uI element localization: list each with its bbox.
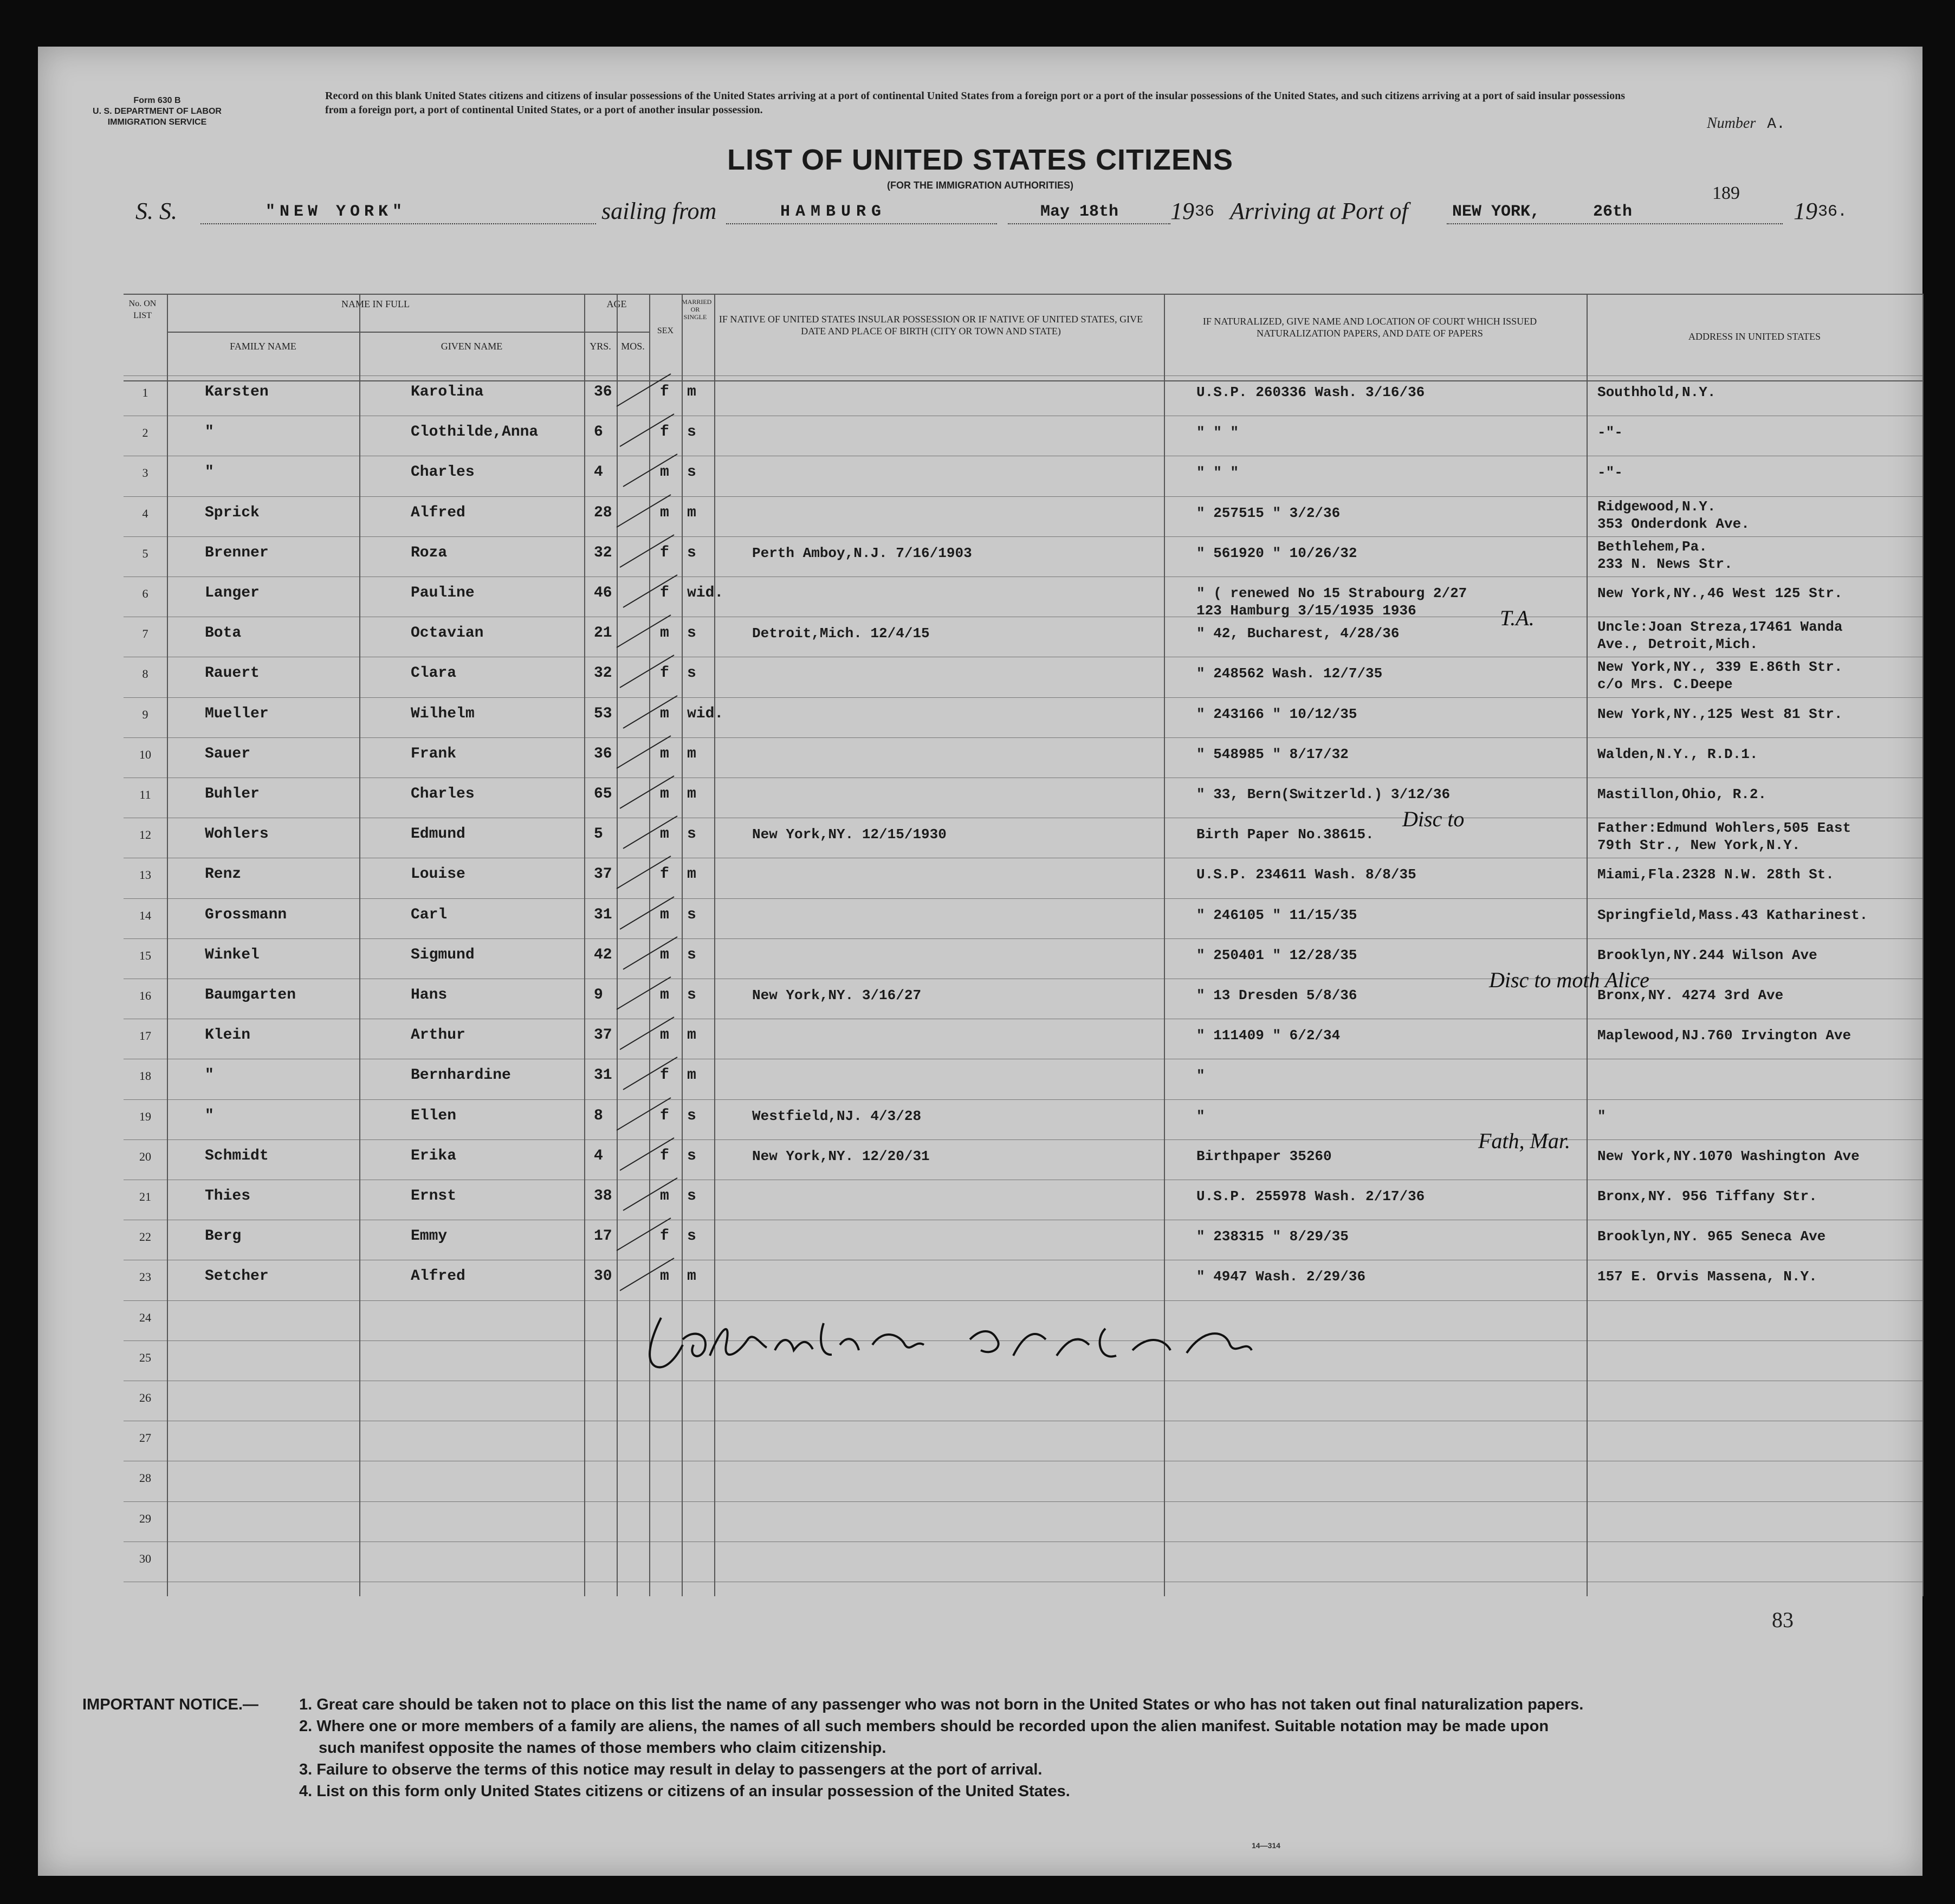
row-number: 18 (139, 1069, 151, 1083)
address-cont: Ave., Detroit,Mich. (1597, 636, 1758, 653)
address: Southhold,N.Y. (1597, 384, 1716, 400)
given-name: Clothilde,Anna (411, 424, 539, 441)
sex: m (660, 745, 669, 762)
sex: m (660, 705, 669, 722)
family-name: Brenner (205, 544, 269, 561)
sex: f (660, 665, 669, 682)
age-years: 32 (594, 544, 612, 561)
col-yrs-header: YRS. (590, 341, 611, 352)
col-native-header: IF NATIVE OF UNITED STATES INSULAR POSSESSION OR IF NATIVE OF UNITED STATES, GIVE DATE AND PLACE OF BIRTH (CITY OR TOWN AND STATE) (718, 314, 1143, 336)
age-years: 21 (594, 625, 612, 642)
table-row (124, 1550, 1922, 1583)
sex: f (660, 424, 669, 441)
sex: m (660, 906, 669, 923)
row-number: 27 (139, 1431, 151, 1445)
row-number: 13 (139, 868, 151, 882)
form-instructions: Record on this blank United States citizens and citizens of insular possessions of the United States arriving at a port of continental United States from a foreign port or a port of the insular possessions of the United States, and such citizens arriving at a port of said insular possessions from a foreign port, a port of continental United States, or a port of another insular possession. (325, 90, 1625, 116)
naturalization-papers: Birth Paper No.38615. (1196, 826, 1374, 843)
row-number: 24 (139, 1310, 151, 1324)
marital-status: m (687, 1027, 696, 1044)
family-name: Schmidt (205, 1147, 269, 1164)
table-row (124, 1268, 1922, 1301)
sex: m (660, 987, 669, 1003)
age-years: 42 (594, 946, 612, 963)
family-name: " (205, 464, 214, 481)
page-subtitle: (FOR THE IMMIGRATION AUTHORITIES) (887, 180, 1073, 191)
marital-status: s (687, 544, 696, 561)
form-number: Form 630 B (133, 96, 181, 105)
list-number (1707, 115, 1785, 133)
address: Walden,N.Y., R.D.1. (1597, 746, 1758, 762)
form-page (38, 47, 1922, 1876)
address: Springfield,Mass.43 Katharinest. (1597, 906, 1868, 923)
naturalization-papers: " 257515 " 3/2/36 (1196, 504, 1341, 521)
row-number: 28 (139, 1471, 151, 1485)
table-row (124, 464, 1922, 497)
number-label: Number (1707, 115, 1756, 132)
year-from: 36 (1195, 203, 1215, 221)
address: Bronx,NY. 956 Tiffany Str. (1597, 1188, 1817, 1204)
family-name: Klein (205, 1027, 251, 1044)
table-row (124, 619, 1922, 658)
table-row (124, 705, 1922, 739)
age-years: 17 (594, 1228, 612, 1245)
marital-status: m (687, 1268, 696, 1285)
sex: m (660, 1268, 669, 1285)
table-top-border (124, 294, 1922, 295)
birth-place-date: New York,NY. 12/15/1930 (752, 826, 947, 843)
notice-item-4: 4. List on this form only United States citizens or citizens of an insular possession of the United States. (299, 1783, 1070, 1800)
given-name: Wilhelm (411, 705, 475, 722)
table-row (124, 1188, 1922, 1221)
date-from: May 18th (1040, 203, 1119, 221)
given-name: Charles (411, 464, 475, 481)
marital-status: m (687, 745, 696, 762)
naturalization-papers: " 250401 " 12/28/35 (1196, 947, 1357, 963)
table-row (124, 538, 1922, 578)
ss-label: S. S. (135, 198, 177, 224)
table-row (124, 1510, 1922, 1543)
col-name-header: NAME IN FULL (341, 299, 410, 309)
family-name: Karsten (205, 384, 269, 400)
marital-status: s (687, 1188, 696, 1204)
col-given-header: GIVEN NAME (441, 341, 503, 352)
naturalization-papers: U.S.P. 234611 Wash. 8/8/35 (1196, 866, 1416, 883)
sex: m (660, 625, 669, 642)
marital-status: m (687, 786, 696, 802)
row-number: 10 (139, 747, 151, 761)
address-cont: c/o Mrs. C.Deepe (1597, 676, 1733, 693)
address: 157 E. Orvis Massena, N.Y. (1597, 1268, 1817, 1285)
naturalization-papers: " 42, Bucharest, 4/28/36 (1196, 625, 1400, 642)
marital-status: s (687, 1147, 696, 1164)
given-name: Ellen (411, 1107, 457, 1124)
naturalization-papers: " (1196, 1108, 1205, 1124)
marital-status: s (687, 987, 696, 1003)
family-name: Winkel (205, 946, 260, 963)
marital-status: s (687, 464, 696, 481)
row-number: 2 (142, 426, 148, 440)
naturalization-papers: " 548985 " 8/17/32 (1196, 746, 1349, 762)
row-line (124, 375, 1922, 376)
naturalization-papers: " 246105 " 11/15/35 (1196, 906, 1357, 923)
row-number: 12 (139, 828, 151, 842)
address-cont: 353 Onderdonk Ave. (1597, 515, 1750, 532)
address: New York,NY.1070 Washington Ave (1597, 1148, 1860, 1164)
given-name: Karolina (411, 384, 484, 400)
sex: f (660, 1107, 669, 1124)
marital-status: s (687, 946, 696, 963)
address: Father:Edmund Wohlers,505 East (1597, 820, 1852, 837)
sex: m (660, 464, 669, 481)
address: Mastillon,Ohio, R.2. (1597, 786, 1767, 802)
given-name: Octavian (411, 625, 484, 642)
col-naturalized-header: IF NATURALIZED, GIVE NAME AND LOCATION OF COURT WHICH ISSUED NATURALIZATION PAPERS, AND DATE OF PAPERS (1202, 316, 1537, 339)
row-number: 14 (139, 908, 151, 922)
naturalization-papers: " (1196, 1067, 1205, 1084)
table-row (124, 1429, 1922, 1462)
naturalization-papers: " 248562 Wash. 12/7/35 (1196, 665, 1383, 682)
table-row (124, 1067, 1922, 1100)
row-number: 4 (142, 506, 148, 520)
naturalization-papers: U.S.P. 255978 Wash. 2/17/36 (1196, 1188, 1425, 1204)
row-number: 8 (142, 667, 148, 681)
address: Miami,Fla.2328 N.W. 28th St. (1597, 866, 1834, 883)
naturalization-papers: " 561920 " 10/26/32 (1196, 545, 1357, 561)
notice-item-1: 1. Great care should be taken not to place on this list the name of any passenger who was not born in the United States or who has not taken out final naturalization papers. (299, 1696, 1584, 1713)
age-years: 28 (594, 504, 612, 521)
family-name: Baumgarten (205, 987, 296, 1003)
age-years: 37 (594, 866, 612, 883)
row-number: 11 (139, 788, 151, 801)
address-cont: 79th Str., New York,N.Y. (1597, 837, 1801, 854)
notice-item-2: 2. Where one or more members of a family are aliens, the names of all such members should be recorded upon the alien manifest. Suitable notation may be made upon (299, 1718, 1549, 1735)
marital-status: wid. (687, 585, 724, 601)
col-no-header: No. ON LIST (128, 299, 157, 320)
marital-status: s (687, 826, 696, 843)
row-number: 19 (139, 1109, 151, 1123)
sex: f (660, 384, 669, 400)
family-name: Sprick (205, 504, 260, 521)
sex: f (660, 1147, 669, 1164)
form-identifier (76, 95, 238, 128)
ship-underline (200, 223, 596, 224)
table-row (124, 1148, 1922, 1181)
family-name: Mueller (205, 705, 269, 722)
given-name: Hans (411, 987, 448, 1003)
age-years: 31 (594, 906, 612, 923)
address: Ridgewood,N.Y. (1597, 498, 1716, 515)
row-number: 16 (139, 989, 151, 1002)
given-name: Frank (411, 745, 457, 762)
inspector-signature (645, 1307, 1338, 1380)
given-name: Alfred (411, 1268, 465, 1285)
naturalization-papers: U.S.P. 260336 Wash. 3/16/36 (1196, 384, 1425, 400)
age-years: 9 (594, 987, 603, 1003)
family-name: " (205, 1067, 214, 1084)
row-number: 7 (142, 627, 148, 641)
age-years: 31 (594, 1067, 612, 1084)
address: " (1597, 1108, 1606, 1124)
sex: f (660, 1067, 669, 1084)
given-name: Roza (411, 544, 448, 561)
table-row (124, 1469, 1922, 1503)
table-row (124, 384, 1922, 417)
handwritten-note: Disc to moth Alice (1489, 968, 1649, 992)
marital-status: s (687, 1228, 696, 1245)
arriving-label: Arriving at Port of (1230, 198, 1408, 224)
address: -"- (1597, 424, 1623, 441)
notice-item-2-cont: such manifest opposite the names of those members who claim citizenship. (319, 1739, 886, 1757)
family-name: Thies (205, 1188, 251, 1204)
table-row (124, 866, 1922, 899)
marital-status: m (687, 384, 696, 400)
department-name: U. S. DEPARTMENT OF LABOR (93, 107, 222, 116)
ship-name: "NEW YORK" (266, 203, 407, 221)
birth-place-date: New York,NY. 12/20/31 (752, 1148, 930, 1164)
age-years: 37 (594, 1027, 612, 1044)
table-row (124, 746, 1922, 779)
address: -"- (1597, 464, 1623, 481)
marital-status: s (687, 625, 696, 642)
table-row (124, 786, 1922, 819)
given-name: Erika (411, 1147, 457, 1164)
table-row (124, 947, 1922, 980)
sex: m (660, 786, 669, 802)
naturalization-papers: Birthpaper 35260 (1196, 1148, 1332, 1164)
table-row (124, 585, 1922, 618)
marital-status: m (687, 1067, 696, 1084)
col-address-header: ADDRESS IN UNITED STATES (1688, 331, 1821, 342)
marital-status: s (687, 1107, 696, 1124)
age-years: 36 (594, 745, 612, 762)
table-row (124, 498, 1922, 538)
sailing-label: sailing from (601, 198, 717, 224)
date-to: 26th (1593, 203, 1633, 221)
handwritten-number: 189 (1712, 183, 1740, 203)
passenger-table (124, 242, 1922, 1748)
address: Bronx,NY. 4274 3rd Ave (1597, 987, 1784, 1003)
naturalization-papers: " " " (1196, 424, 1239, 441)
signature-drawing (645, 1307, 1338, 1377)
given-name: Alfred (411, 504, 465, 521)
given-name: Sigmund (411, 946, 475, 963)
age-years: 6 (594, 424, 603, 441)
address: Uncle:Joan Streza,17461 Wanda (1597, 619, 1843, 636)
family-name: Berg (205, 1228, 242, 1245)
row-number: 6 (142, 587, 148, 600)
page-number: 83 (1772, 1608, 1794, 1632)
row-number: 20 (139, 1149, 151, 1163)
table-row (124, 659, 1922, 698)
given-name: Emmy (411, 1228, 448, 1245)
marital-status: s (687, 424, 696, 441)
port-underline (726, 223, 997, 224)
given-name: Pauline (411, 585, 475, 601)
family-name: Grossmann (205, 906, 287, 923)
age-years: 46 (594, 585, 612, 601)
sex: m (660, 946, 669, 963)
table-row (124, 1228, 1922, 1261)
naturalization-papers: " 243166 " 10/12/35 (1196, 705, 1357, 722)
naturalization-papers: " 111409 " 6/2/34 (1196, 1027, 1341, 1044)
table-row (124, 1027, 1922, 1060)
age-years: 8 (594, 1107, 603, 1124)
sex: m (660, 1188, 669, 1204)
row-number: 5 (142, 546, 148, 560)
naturalization-papers-cont: 123 Hamburg 3/15/1935 1936 (1196, 603, 1416, 619)
marital-status: wid. (687, 705, 724, 722)
col-sex-header: SEX (657, 326, 674, 335)
row-number: 15 (139, 948, 151, 962)
col-married-header: MARRIED OR SINGLE (682, 298, 712, 321)
age-years: 32 (594, 665, 612, 682)
sex: m (660, 504, 669, 521)
notice-item-3: 3. Failure to observe the terms of this notice may result in delay to passengers at the port of arrival. (299, 1761, 1043, 1778)
year-prefix-from: 19 (1170, 198, 1194, 224)
family-name: " (205, 1107, 214, 1124)
port-to: NEW YORK, (1452, 203, 1540, 221)
row-number: 23 (139, 1270, 151, 1284)
table-row (124, 820, 1922, 859)
given-name: Clara (411, 665, 457, 682)
age-years: 4 (594, 1147, 603, 1164)
handwritten-note: Fath, Mar. (1478, 1128, 1570, 1153)
row-number: 21 (139, 1190, 151, 1203)
address: Bethlehem,Pa. (1597, 538, 1707, 555)
marital-status: s (687, 665, 696, 682)
row-number: 25 (139, 1350, 151, 1364)
family-name: Sauer (205, 745, 251, 762)
naturalization-papers: " 238315 " 8/29/35 (1196, 1228, 1349, 1245)
marital-status: m (687, 504, 696, 521)
arrival-underline (1447, 223, 1783, 224)
address: New York,NY.,125 West 81 Str. (1597, 705, 1843, 722)
family-name: Setcher (205, 1268, 269, 1285)
family-name: Wohlers (205, 826, 269, 843)
address: Maplewood,NJ.760 Irvington Ave (1597, 1027, 1852, 1044)
col-mos-header: MOS. (621, 341, 645, 352)
address-cont: 233 N. News Str. (1597, 555, 1733, 572)
notice-items (299, 1694, 1903, 1802)
table-header-divider (124, 380, 1922, 381)
check-mark (614, 1253, 679, 1301)
name-subheader-divider (167, 332, 649, 333)
row-number: 30 (139, 1551, 151, 1565)
address: New York,NY., 339 E.86th Str. (1597, 659, 1843, 676)
birth-place-date: Westfield,NJ. 4/3/28 (752, 1108, 922, 1124)
birth-place-date: Perth Amboy,N.J. 7/16/1903 (752, 545, 972, 561)
service-name: IMMIGRATION SERVICE (107, 118, 207, 127)
sex: m (660, 826, 669, 843)
row-number: 29 (139, 1511, 151, 1525)
row-number: 1 (142, 386, 148, 399)
age-years: 38 (594, 1188, 612, 1204)
sex: f (660, 1228, 669, 1245)
naturalization-papers: " ( renewed No 15 Strabourg 2/27 (1196, 585, 1467, 601)
col-family-header: FAMILY NAME (230, 341, 296, 352)
address: Brooklyn,NY.244 Wilson Ave (1597, 947, 1817, 963)
date-underline (1008, 223, 1170, 224)
column-line (1922, 294, 1924, 1596)
naturalization-papers: " 4947 Wash. 2/29/36 (1196, 1268, 1366, 1285)
naturalization-papers: " 33, Bern(Switzerld.) 3/12/36 (1196, 786, 1451, 802)
row-number: 3 (142, 466, 148, 480)
age-years: 36 (594, 384, 612, 400)
row-number: 26 (139, 1391, 151, 1404)
given-name: Bernhardine (411, 1067, 511, 1084)
family-name: Renz (205, 866, 242, 883)
sex: f (660, 544, 669, 561)
number-value: A. (1767, 116, 1785, 133)
table-row (124, 987, 1922, 1020)
naturalization-papers: " " " (1196, 464, 1239, 481)
notice-lead: IMPORTANT NOTICE.— (82, 1696, 258, 1713)
age-years: 30 (594, 1268, 612, 1285)
family-name: Buhler (205, 786, 260, 802)
sex: m (660, 1027, 669, 1044)
year-to: 36. (1818, 203, 1848, 221)
age-years: 53 (594, 705, 612, 722)
given-name: Edmund (411, 826, 465, 843)
row-number: 17 (139, 1029, 151, 1043)
marital-status: s (687, 906, 696, 923)
family-name: Langer (205, 585, 260, 601)
given-name: Ernst (411, 1188, 457, 1204)
table-row (124, 424, 1922, 457)
port-from: HAMBURG (780, 203, 887, 221)
form-code: 14—314 (1252, 1841, 1280, 1850)
birth-place-date: Detroit,Mich. 12/4/15 (752, 625, 930, 642)
handwritten-note: Disc to (1402, 807, 1465, 832)
address: New York,NY.,46 West 125 Str. (1597, 585, 1843, 601)
given-name: Arthur (411, 1027, 465, 1044)
row-number: 9 (142, 707, 148, 721)
given-name: Carl (411, 906, 448, 923)
year-prefix-to: 19 (1794, 198, 1817, 224)
col-age-header: AGE (606, 299, 627, 309)
age-years: 5 (594, 826, 603, 843)
age-years: 4 (594, 464, 603, 481)
table-row (124, 1108, 1922, 1141)
sex: f (660, 585, 669, 601)
sex: f (660, 866, 669, 883)
family-name: " (205, 424, 214, 441)
handwritten-note: T.A. (1500, 606, 1535, 631)
table-row (124, 906, 1922, 940)
family-name: Rauert (205, 665, 260, 682)
naturalization-papers: " 13 Dresden 5/8/36 (1196, 987, 1357, 1003)
address: Brooklyn,NY. 965 Seneca Ave (1597, 1228, 1826, 1245)
birth-place-date: New York,NY. 3/16/27 (752, 987, 922, 1003)
given-name: Louise (411, 866, 465, 883)
given-name: Charles (411, 786, 475, 802)
row-number: 22 (139, 1230, 151, 1244)
page-title: LIST OF UNITED STATES CITIZENS (727, 144, 1233, 176)
table-row (124, 1389, 1922, 1422)
marital-status: m (687, 866, 696, 883)
age-years: 65 (594, 786, 612, 802)
family-name: Bota (205, 625, 242, 642)
